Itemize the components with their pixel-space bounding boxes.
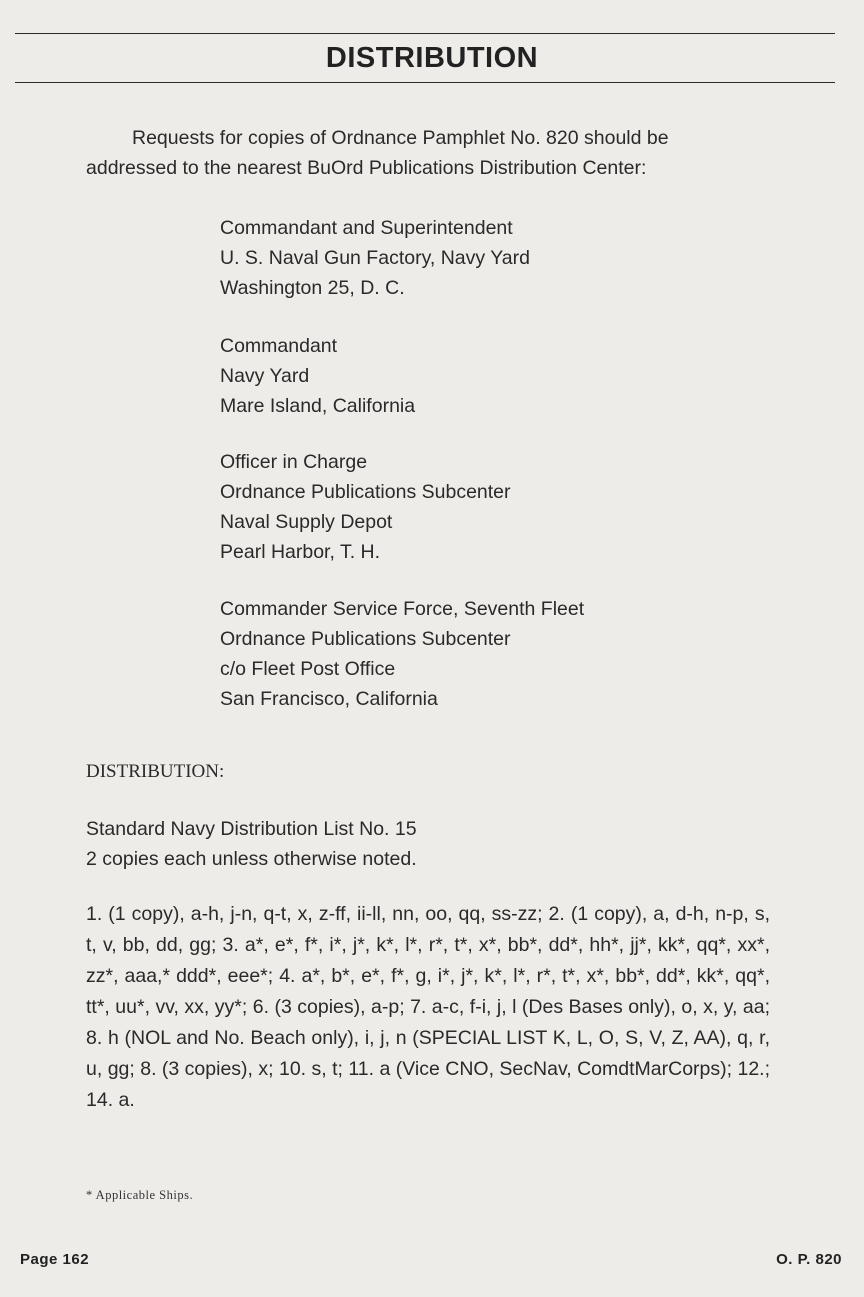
top-rule [15,33,835,34]
standard-list-line: Standard Navy Distribution List No. 15 [86,818,417,840]
address-line: U. S. Naval Gun Factory, Navy Yard [220,247,530,269]
intro-paragraph [86,123,786,183]
address-line: Commandant [220,335,338,357]
address-block-pearl-harbor [220,447,511,567]
standard-list-note [86,814,417,874]
title-underline-rule [15,82,835,83]
copies-note-line: 2 copies each unless otherwise noted. [86,848,417,870]
address-block-washington [220,213,530,303]
distribution-codes-paragraph: 1. (1 copy), a-h, j-n, q-t, x, z-ff, ii-ll, nn, oo, qq, ss-zz; 2. (1 copy), a, d-h, n-p, s, t, v, bb, dd, gg; 3. a*, e*, f*, i*, j*, k*, l*, r*, t*, x*, bb*, dd*, hh*, jj*, kk*, qq*, xx*, zz*, aaa,* ddd*, eee*; 4. a*, b*, e*, f*, g, i*, j*, k*, l*, r*, t*, x*, bb*, dd*, kk*, qq*, tt*, uu*, vv, xx, yy*; 6. (3 copies), a-p; 7. a-c, f-i, j, l (Des Bases only), o, x, y, aa; 8. h (NOL and No. Beach only), i, j, n (SPECIAL LIST K, L, O, S, V, Z, AA), q, r, u, gg; 8. (3 copies), x; 10. s, t; 11. a (Vice CNO, SecNav, ComdtMarCorps); 12.; 14. a. [86,903,770,1111]
address-line: Navy Yard [220,365,310,387]
document-number: O. P. 820 [776,1251,842,1268]
address-line: Ordnance Publications Subcenter [220,481,511,503]
page-number: Page 162 [20,1251,90,1268]
address-line: Ordnance Publications Subcenter [220,628,511,650]
page-title: DISTRIBUTION [325,42,539,74]
address-line: Commandant and Superintendent [220,217,513,239]
address-line: Commander Service Force, Seventh Fleet [220,598,585,620]
address-line: Naval Supply Depot [220,511,393,533]
address-block-mare-island [220,331,415,421]
address-line: San Francisco, California [220,688,438,710]
address-line: Mare Island, California [220,395,416,417]
address-line: Officer in Charge [220,451,368,473]
distribution-label: DISTRIBUTION: [86,761,225,782]
address-line: Washington 25, D. C. [220,277,405,299]
intro-line-1: Requests for copies of Ordnance Pamphlet No. 820 should be [132,127,669,149]
address-line: Pearl Harbor, T. H. [220,541,381,563]
address-block-san-francisco [220,594,584,714]
footnote: * Applicable Ships. [86,1188,194,1202]
intro-line-2: addressed to the nearest BuOrd Publications Distribution Center: [86,157,647,179]
address-line: c/o Fleet Post Office [220,658,396,680]
